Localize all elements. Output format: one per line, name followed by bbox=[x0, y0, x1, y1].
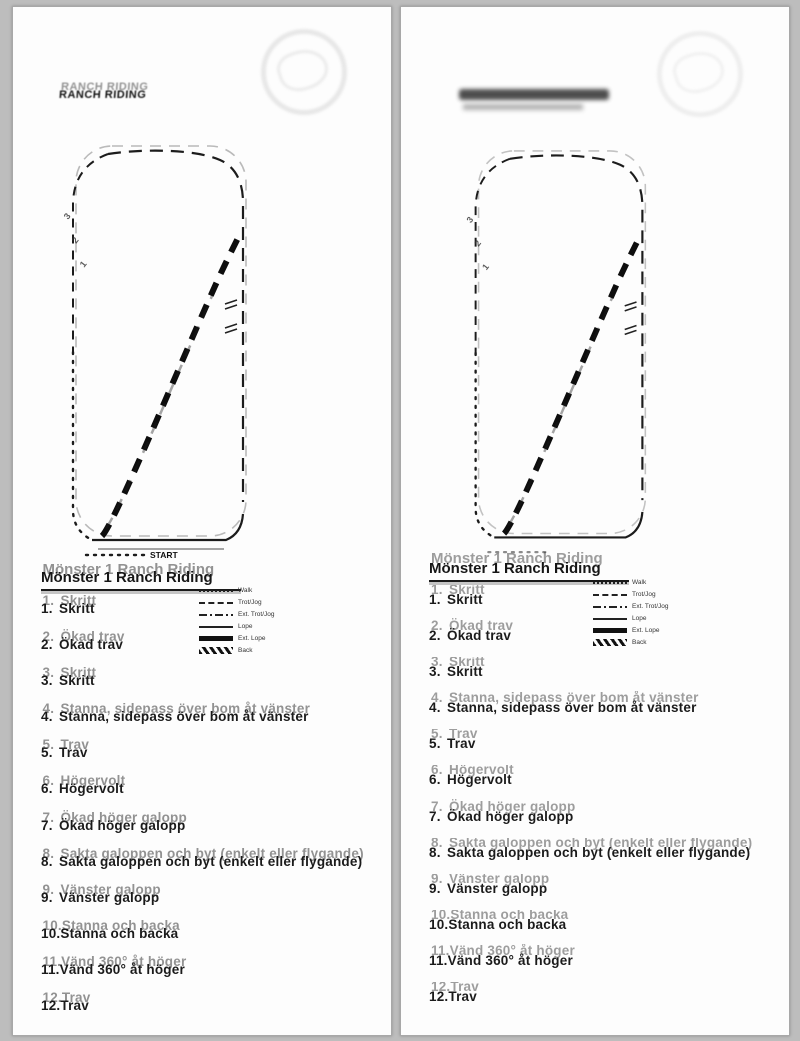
path-step-numbers bbox=[464, 215, 491, 272]
legend-row: Lope bbox=[593, 615, 711, 622]
pattern-step: 5. Trav bbox=[429, 736, 476, 752]
ranch-riding-logo: RANCH RIDING bbox=[58, 89, 147, 101]
svg-text:2: 2 bbox=[472, 238, 484, 249]
pattern-step-list bbox=[41, 601, 363, 1034]
legend-row: Trot/Jog bbox=[593, 591, 711, 598]
logo-smudge-ghost bbox=[463, 104, 583, 110]
svg-text:3: 3 bbox=[464, 214, 476, 225]
pattern-step: 9. Vänster galopp bbox=[41, 889, 160, 905]
arena-outline-ghost bbox=[76, 146, 246, 536]
ranch-riding-logo-smudged bbox=[459, 89, 609, 100]
legend-row: Ext. Trot/Jog bbox=[199, 611, 317, 618]
pattern-diagram bbox=[58, 142, 258, 567]
legend-row: Walk bbox=[593, 579, 711, 586]
extended-lope-diagonal bbox=[102, 234, 240, 536]
legend-row: Ext. Lope bbox=[199, 635, 317, 642]
pattern-step: 6. Högervolt bbox=[429, 772, 512, 788]
page-left bbox=[12, 6, 392, 1036]
pattern-step: 1. Skritt bbox=[429, 592, 483, 607]
legend-row: Back bbox=[199, 647, 317, 654]
pattern-heading: Mönster 1 Ranch Riding bbox=[41, 569, 241, 591]
svg-text:2: 2 bbox=[69, 235, 81, 246]
legend-row: Ext. Lope bbox=[593, 627, 711, 634]
extended-lope-diagonal bbox=[504, 237, 639, 533]
svg-text:3: 3 bbox=[61, 211, 73, 222]
start-label: START bbox=[150, 550, 178, 560]
pattern-step: 1. Skritt bbox=[41, 601, 95, 616]
pattern-step: 7. Ökad höger galopp bbox=[41, 817, 186, 833]
legend-row: Ext. Trot/Jog bbox=[593, 603, 711, 610]
legend-row: Walk bbox=[199, 587, 317, 594]
pattern-step: 12.Trav bbox=[41, 998, 89, 1014]
pattern-step: 3. Skritt bbox=[429, 664, 483, 680]
pattern-step: 2. Ökad trav bbox=[429, 628, 512, 644]
svg-text:1: 1 bbox=[480, 261, 492, 272]
pattern-step: 8. Sakta galoppen och byt (enkelt eller flygande) bbox=[41, 853, 363, 869]
arena-left-upper-dashed-path bbox=[476, 159, 510, 353]
page-right bbox=[400, 6, 790, 1036]
arena-top-right-dashed-path bbox=[510, 155, 642, 500]
pattern-step: 2. Ökad trav bbox=[41, 637, 124, 653]
pattern-step: 6. Högervolt bbox=[41, 781, 124, 797]
pattern-step: 3. Skritt bbox=[41, 673, 95, 689]
arena-outline-ghost bbox=[479, 151, 646, 534]
pattern-heading: Mönster 1 Ranch Riding bbox=[429, 560, 629, 582]
arena-top-right-dashed-path bbox=[108, 151, 243, 502]
pattern-step: 12.Trav bbox=[429, 989, 477, 1005]
embossed-club-stamp-icon bbox=[261, 29, 347, 115]
extended-lope-diagonal-ghost bbox=[106, 296, 212, 528]
legend-row: Trot/Jog bbox=[199, 599, 317, 606]
pattern-step-list bbox=[429, 592, 751, 1025]
pattern-step: 5. Trav bbox=[41, 745, 88, 761]
svg-text:1: 1 bbox=[77, 259, 89, 270]
pattern-diagram bbox=[459, 147, 659, 564]
extended-lope-diagonal-ghost bbox=[508, 298, 612, 526]
path-step-numbers bbox=[62, 211, 89, 269]
pattern-step: 11.Vänd 360° åt höger bbox=[429, 952, 573, 968]
pattern-step: 4. Stanna, sidepass över bom åt vänster bbox=[429, 700, 697, 716]
pattern-step: 4. Stanna, sidepass över bom åt vänster bbox=[41, 709, 309, 725]
legend-row: Lope bbox=[199, 623, 317, 630]
pattern-step: 10.Stanna och backa bbox=[429, 916, 567, 932]
legend-row: Back bbox=[593, 639, 711, 646]
walk-line-sample bbox=[593, 582, 627, 584]
pole-marks bbox=[625, 302, 637, 334]
pattern-step: 9. Vänster galopp bbox=[429, 880, 548, 896]
pole-marks bbox=[225, 300, 237, 333]
pattern-step: 11.Vänd 360° åt höger bbox=[41, 961, 185, 977]
pattern-step: 10.Stanna och backa bbox=[41, 925, 179, 941]
arena-left-upper-dashed-path bbox=[73, 154, 108, 352]
embossed-club-stamp-icon bbox=[657, 31, 743, 117]
walk-line-sample bbox=[199, 590, 233, 592]
pattern-step: 8. Sakta galoppen och byt (enkelt eller flygande) bbox=[429, 844, 751, 860]
pattern-step: 7. Ökad höger galopp bbox=[429, 808, 574, 824]
